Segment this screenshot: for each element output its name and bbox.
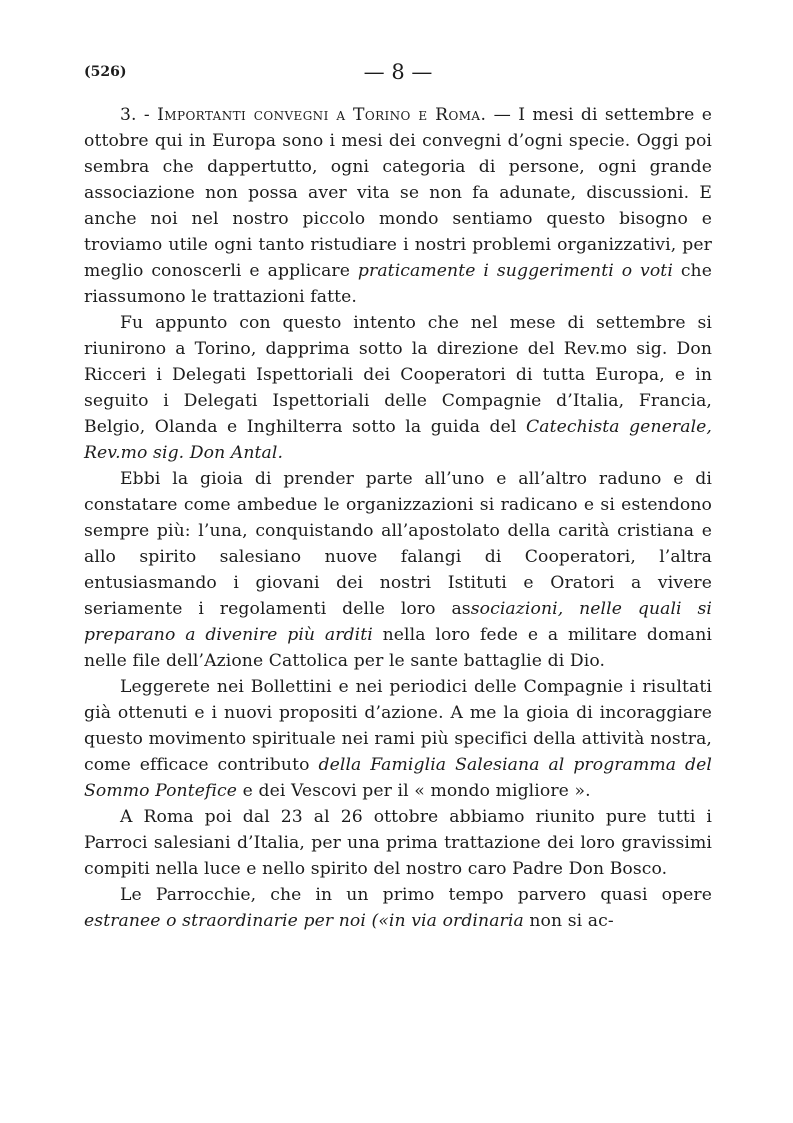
paragraph-1 bbox=[84, 102, 712, 310]
paragraph-3-end: nella loro fede e a militare domani nelle file dell’Azione Cattolica per le sante battaglie di Dio. bbox=[84, 625, 712, 671]
paragraph-6-italic: estranee o straordinarie per noi («in via ordinaria bbox=[84, 911, 524, 931]
paragraph-2 bbox=[84, 310, 712, 466]
paragraph-3 bbox=[84, 466, 712, 674]
paragraph-1-text: — I mesi di settembre e ottobre qui in Europa sono i mesi dei convegni d’ogni specie. Oggi poi sembra che dappertutto, ogni categoria di persone, ogni grande associazione non possa aver vita se non fa adunate, discussioni. E anche noi nel nostro piccolo mondo sentiamo questo bisogno e troviamo utile ogni tanto ristudiare i nostri problemi organizzativi, per meglio conoscerli e applicare bbox=[84, 105, 712, 281]
section-title: Importanti convegni a Torino e Roma. bbox=[157, 105, 487, 125]
paragraph-3-text: Ebbi la gioia di prender parte all’uno e all’altro raduno e di constatare come ambedue le organizzazioni si radicano e si estendono sempre più: l’una, conquistando all’apostolato della carità cristiana e allo spirito salesiano nuove falangi di Cooperatori, l’altra entusiasmando i giovani dei nostri Istituti e Oratori a vivere seriamente i regolamenti delle loro as bbox=[84, 469, 712, 619]
document-page bbox=[84, 60, 712, 934]
paragraph-2-italic: Catechista generale, Rev.mo sig. Don Antal. bbox=[84, 417, 712, 463]
page-header bbox=[84, 60, 712, 90]
paragraph-4 bbox=[84, 674, 712, 804]
page-reference: (526) bbox=[84, 64, 127, 80]
paragraph-1-italic: praticamente i suggerimenti o voti bbox=[357, 261, 673, 281]
paragraph-6-end: non si ac- bbox=[523, 911, 614, 931]
paragraph-6 bbox=[84, 882, 712, 934]
paragraph-6-text: Le Parrocchie, che in un primo tempo parvero quasi opere bbox=[120, 885, 712, 905]
section-number: 3. - bbox=[120, 105, 150, 125]
body-text bbox=[84, 102, 712, 934]
paragraph-4-text: Leggerete nei Bollettini e nei periodici delle Compagnie i risultati già ottenuti e i nuovi propositi d’azione. A me la gioia di incoraggiare questo movimento spirituale nei rami più specifici della attività nostra, come efficace contributo bbox=[84, 677, 712, 775]
page-number: — 8 — bbox=[363, 60, 433, 84]
paragraph-5: A Roma poi dal 23 al 26 ottobre abbiamo riunito pure tutti i Parroci salesiani d’Italia, per una prima trattazione dei loro gravissimi compiti nella luce e nello spirito del nostro caro Padre Don Bosco. bbox=[84, 807, 712, 879]
paragraph-4-end: e dei Vescovi per il « mondo migliore ». bbox=[237, 781, 591, 801]
paragraph-4-italic: della Famiglia Salesiana al programma del Sommo Pontefice bbox=[84, 755, 712, 801]
paragraph-1-end: che riassumono le trattazioni fatte. bbox=[84, 261, 712, 307]
paragraph-2-text: Fu appunto con questo intento che nel mese di settembre si riunirono a Torino, dapprima sotto la direzione del Rev.mo sig. Don Ricceri i Delegati Ispettoriali dei Cooperatori di tutta Europa, e in seguito i Delegati Ispettoriali delle Compagnie d’Italia, Francia, Belgio, Olanda e Inghilterra sotto la guida del bbox=[84, 313, 712, 437]
paragraph-3-italic: sociazioni, nelle quali si preparano a divenire più arditi bbox=[84, 599, 712, 645]
